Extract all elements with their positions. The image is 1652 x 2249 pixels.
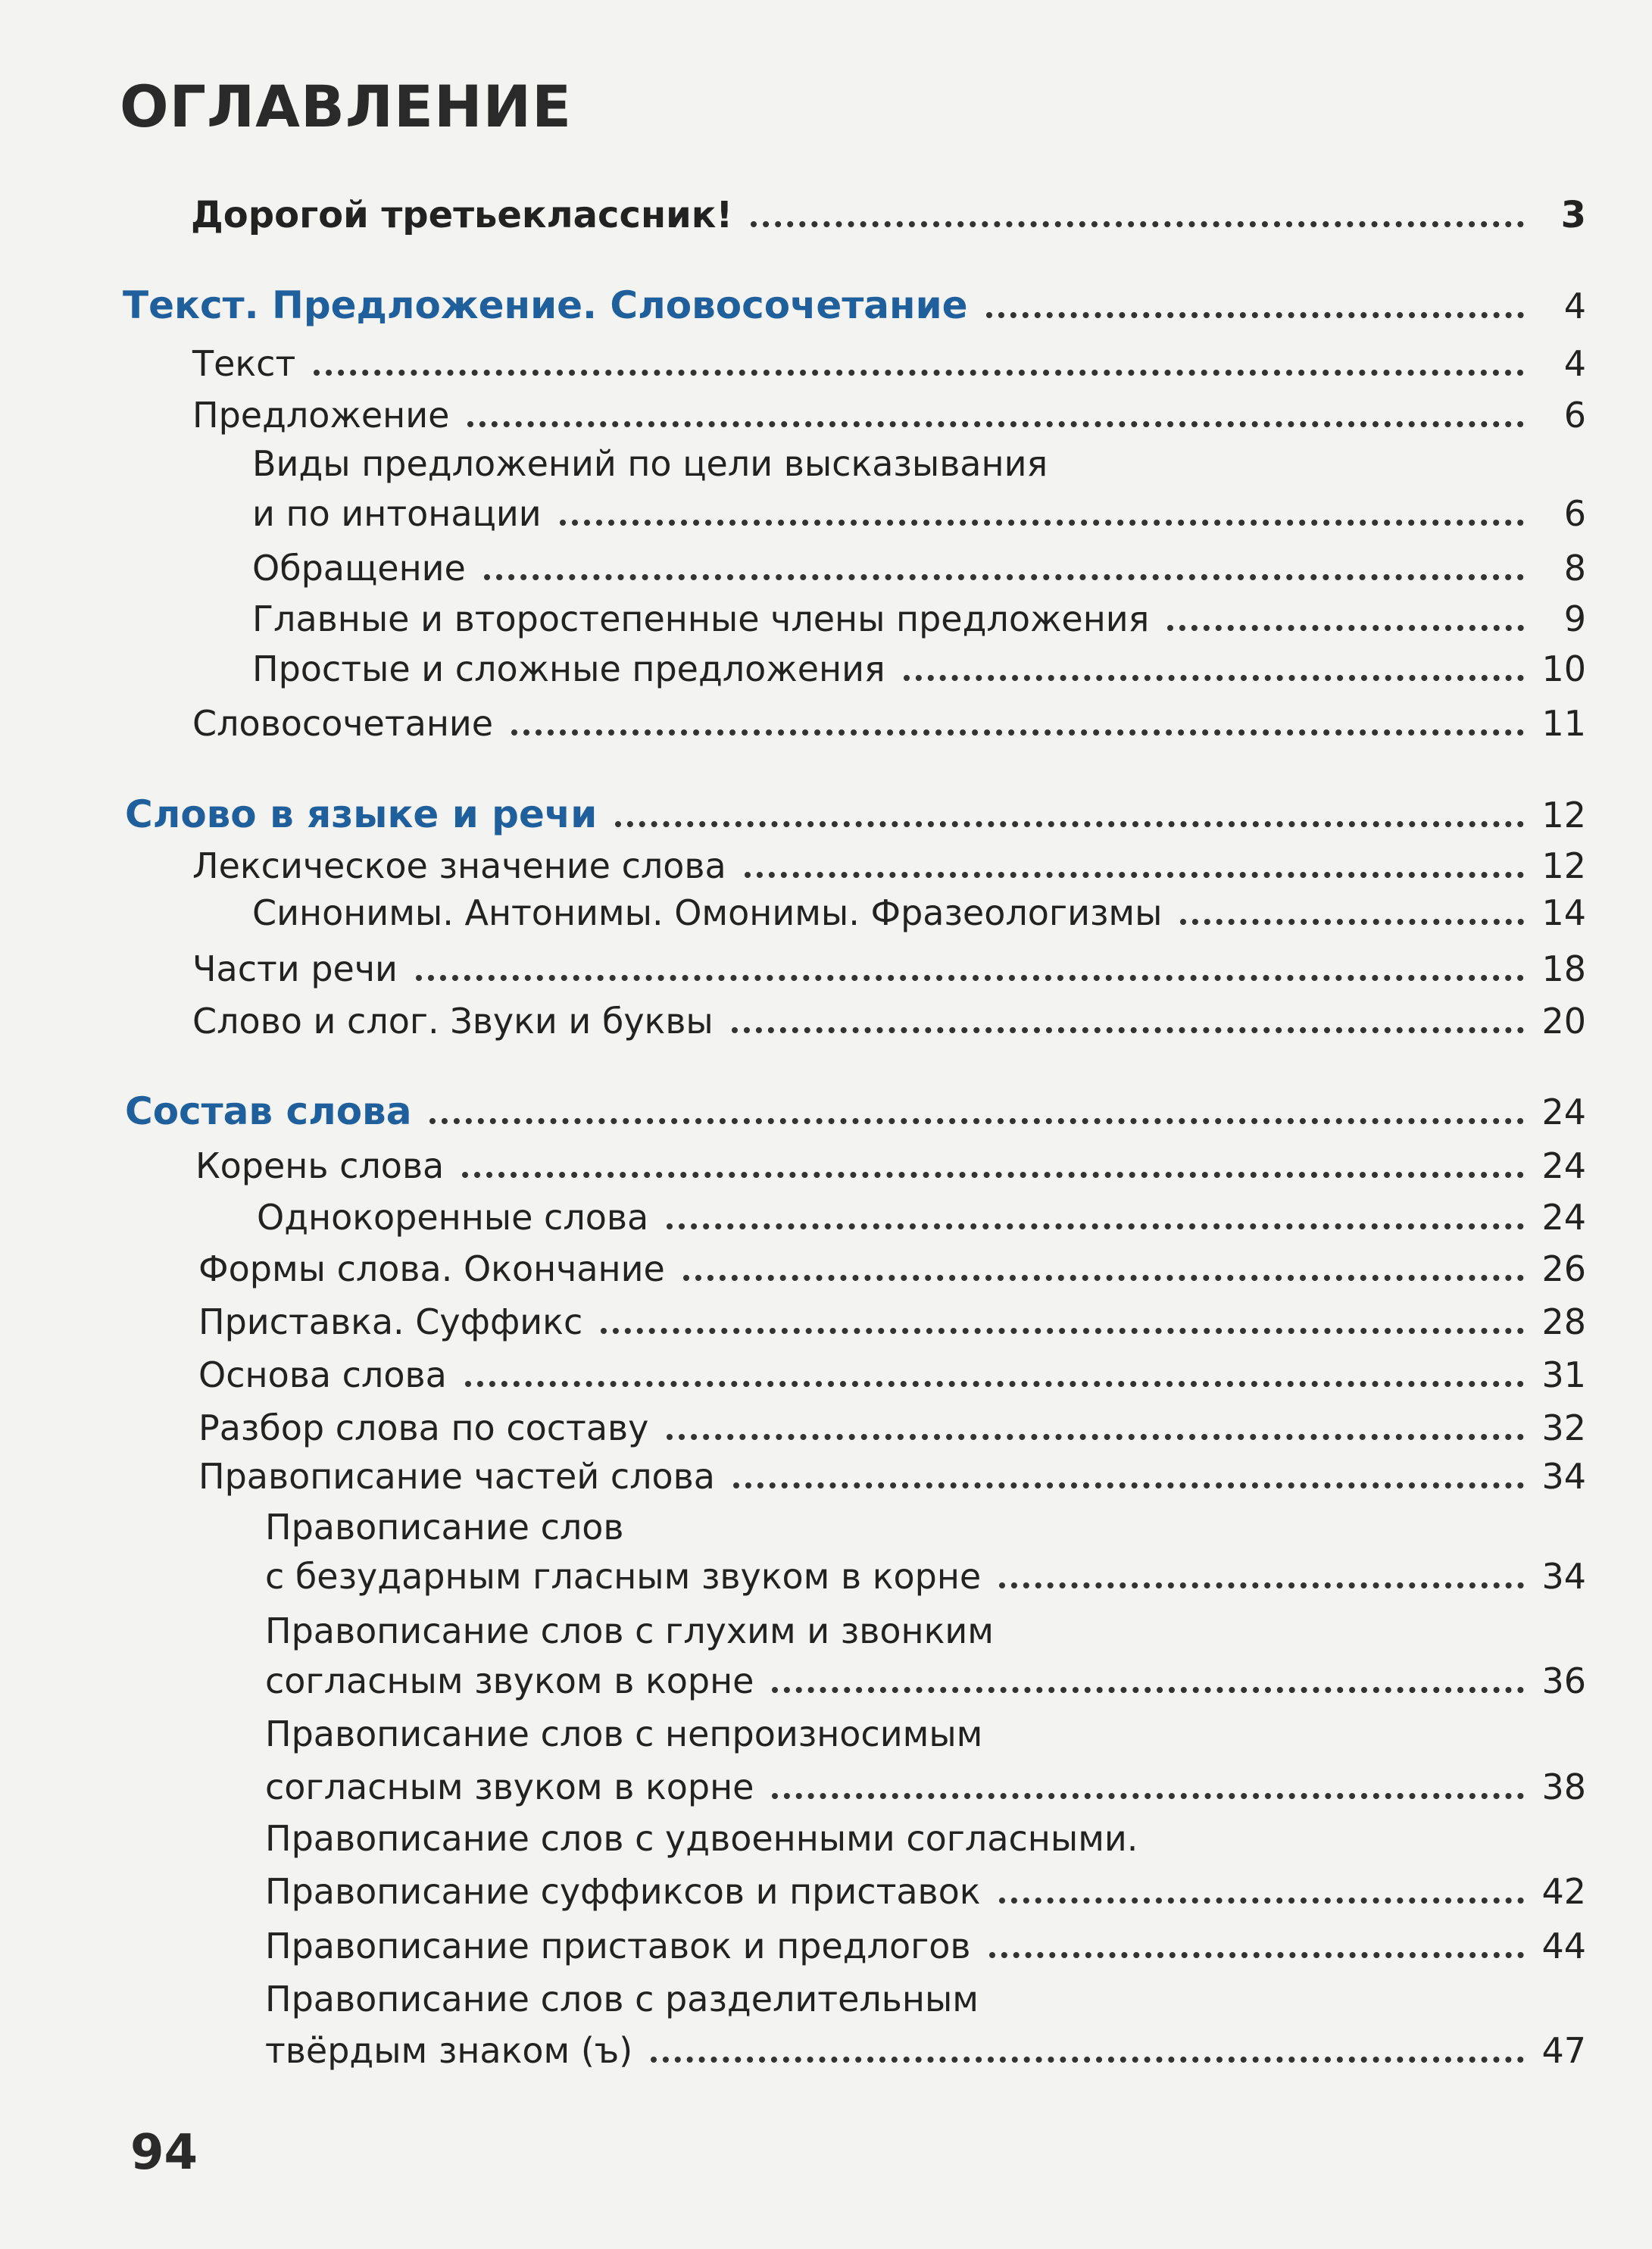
dot-leader xyxy=(429,1118,1524,1124)
toc-entry[interactable] xyxy=(198,1354,1586,1395)
toc-entry[interactable] xyxy=(265,1766,1586,1807)
toc-label: согласным звуком в корне xyxy=(265,1660,754,1701)
dot-leader xyxy=(467,421,1524,427)
toc-entry[interactable] xyxy=(192,395,1586,436)
toc-entry[interactable] xyxy=(195,1145,1586,1186)
toc-entry-line[interactable] xyxy=(265,1818,1138,1859)
toc-page: 4 xyxy=(1563,286,1586,326)
page-number: 94 xyxy=(130,2125,198,2181)
toc-label: Предложение xyxy=(192,395,450,436)
toc-label: Части речи xyxy=(192,948,398,989)
toc-label: Правописание слов с удвоенными согласными. xyxy=(265,1818,1138,1859)
toc-page: 9 xyxy=(1563,598,1586,639)
toc-label: Текст xyxy=(192,343,296,384)
toc-entry[interactable] xyxy=(252,493,1586,534)
dot-leader xyxy=(1167,625,1524,631)
toc-page: 36 xyxy=(1541,1660,1586,1701)
toc-section-label: Состав слова xyxy=(125,1089,412,1133)
toc-page: 24 xyxy=(1541,1197,1586,1238)
toc-label: Однокоренные слова xyxy=(257,1197,649,1238)
toc-entry-line[interactable] xyxy=(265,1610,994,1651)
dot-leader xyxy=(511,729,1524,736)
toc-page: 8 xyxy=(1563,548,1586,589)
toc-label: твёрдым знаком (ъ) xyxy=(265,2030,633,2071)
toc-label: Правописание приставок и предлогов xyxy=(265,1926,971,1966)
dot-leader xyxy=(1180,919,1524,925)
toc-page: 14 xyxy=(1541,892,1586,933)
toc-page: 31 xyxy=(1541,1354,1586,1395)
toc-page: 34 xyxy=(1541,1456,1586,1497)
toc-entry[interactable] xyxy=(198,1248,1586,1289)
toc-page: 24 xyxy=(1541,1092,1586,1132)
toc-intro[interactable] xyxy=(191,194,1586,236)
dot-leader xyxy=(989,1952,1524,1958)
dot-leader xyxy=(999,1898,1524,1904)
toc-page: 6 xyxy=(1563,395,1586,436)
toc-label: Правописание слов с глухим и звонким xyxy=(265,1610,994,1651)
toc-entry[interactable] xyxy=(265,1660,1586,1701)
dot-leader xyxy=(683,1275,1524,1281)
dot-leader xyxy=(416,975,1524,981)
toc-entry[interactable] xyxy=(192,703,1586,744)
toc-entry[interactable] xyxy=(265,1871,1586,1912)
toc-entry[interactable] xyxy=(252,598,1586,639)
toc-label: Словосочетание xyxy=(192,703,494,744)
dot-leader xyxy=(999,1582,1524,1588)
toc-entry[interactable] xyxy=(198,1407,1586,1448)
toc-page: 47 xyxy=(1541,2030,1586,2071)
dot-leader xyxy=(667,1223,1524,1229)
toc-label: Главные и второстепенные члены предложения xyxy=(252,598,1150,639)
toc-page: 6 xyxy=(1563,493,1586,534)
toc-page: 42 xyxy=(1541,1871,1586,1912)
toc-entry[interactable] xyxy=(265,1926,1586,1966)
toc-label: Корень слова xyxy=(195,1145,445,1186)
dot-leader xyxy=(651,2057,1524,2063)
toc-page: 28 xyxy=(1541,1301,1586,1342)
toc-page: 4 xyxy=(1563,343,1586,384)
toc-entry[interactable] xyxy=(198,1456,1586,1497)
toc-page: 3 xyxy=(1560,194,1586,236)
toc-page: 26 xyxy=(1541,1248,1586,1289)
dot-leader xyxy=(745,872,1524,878)
toc-label: согласным звуком в корне xyxy=(265,1766,754,1807)
toc-label: Слово и слог. Звуки и буквы xyxy=(192,1001,714,1042)
toc-entry-line[interactable] xyxy=(265,1507,624,1548)
toc-label: Разбор слова по составу xyxy=(198,1407,649,1448)
toc-page: 12 xyxy=(1541,845,1586,886)
toc-label: Формы слова. Окончание xyxy=(198,1248,665,1289)
toc-page: 32 xyxy=(1541,1407,1586,1448)
dot-leader xyxy=(484,574,1524,580)
toc-entry[interactable] xyxy=(265,1556,1586,1597)
toc-page: 34 xyxy=(1541,1556,1586,1597)
dot-leader xyxy=(751,221,1524,227)
dot-leader xyxy=(465,1381,1524,1387)
dot-leader xyxy=(615,821,1524,827)
toc-page: 38 xyxy=(1541,1766,1586,1807)
toc-entry[interactable] xyxy=(192,948,1586,989)
toc-label: Простые и сложные предложения xyxy=(252,648,885,689)
page-title: ОГЛАВЛЕНИЕ xyxy=(120,73,573,140)
dot-leader xyxy=(772,1687,1524,1693)
toc-entry[interactable] xyxy=(252,892,1586,933)
dot-leader xyxy=(462,1172,1524,1178)
dot-leader xyxy=(732,1027,1524,1033)
toc-entry[interactable] xyxy=(192,343,1586,384)
toc-entry[interactable] xyxy=(252,548,1586,589)
toc-label: Правописание частей слова xyxy=(198,1456,715,1497)
toc-entry[interactable] xyxy=(192,845,1586,886)
toc-label: Приставка. Суффикс xyxy=(198,1301,583,1342)
toc-page: 20 xyxy=(1541,1001,1586,1042)
toc-section[interactable] xyxy=(123,283,1586,327)
toc-label: и по интонации xyxy=(252,493,542,534)
dot-leader xyxy=(904,675,1524,681)
toc-entry[interactable] xyxy=(257,1197,1586,1238)
toc-page: 11 xyxy=(1541,703,1586,744)
toc-entry-line[interactable] xyxy=(265,1979,979,2019)
toc-entry[interactable] xyxy=(265,2030,1586,2071)
toc-label: Лексическое значение слова xyxy=(192,845,726,886)
dot-leader xyxy=(560,520,1524,526)
toc-label: Синонимы. Антонимы. Омонимы. Фразеологизмы xyxy=(252,892,1163,933)
toc-page: 44 xyxy=(1541,1926,1586,1966)
dot-leader xyxy=(667,1434,1524,1440)
toc-label: с безударным гласным звуком в корне xyxy=(265,1556,982,1597)
toc-page: 12 xyxy=(1541,795,1586,836)
toc-label: Правописание слов xyxy=(265,1507,624,1548)
toc-label: Правописание суффиксов и приставок xyxy=(265,1871,981,1912)
dot-leader xyxy=(733,1482,1524,1488)
toc-section-label: Текст. Предложение. Словосочетание xyxy=(123,283,968,327)
toc-page: 24 xyxy=(1541,1145,1586,1186)
dot-leader xyxy=(772,1793,1524,1799)
toc-entry[interactable] xyxy=(192,1001,1586,1042)
toc-page: 18 xyxy=(1541,948,1586,989)
toc-page: 10 xyxy=(1541,648,1586,689)
toc-label: Обращение xyxy=(252,548,466,589)
toc-entry[interactable] xyxy=(252,648,1586,689)
toc-section[interactable] xyxy=(125,1089,1586,1133)
toc-label: Правописание слов с непроизносимым xyxy=(265,1713,983,1754)
dot-leader xyxy=(314,370,1524,376)
toc-entry[interactable] xyxy=(198,1301,1586,1342)
toc-section-label: Слово в языке и речи xyxy=(125,792,598,836)
toc-label: Правописание слов с разделительным xyxy=(265,1979,979,2019)
toc-label: Основа слова xyxy=(198,1354,447,1395)
toc-entry-line[interactable] xyxy=(252,443,1048,484)
toc-section[interactable] xyxy=(125,792,1586,836)
dot-leader xyxy=(601,1328,1524,1334)
toc-entry-line[interactable] xyxy=(265,1713,983,1754)
toc-label: Дорогой третьеклассник! xyxy=(191,194,733,236)
dot-leader xyxy=(986,312,1524,318)
toc-label: Виды предложений по цели высказывания xyxy=(252,443,1048,484)
